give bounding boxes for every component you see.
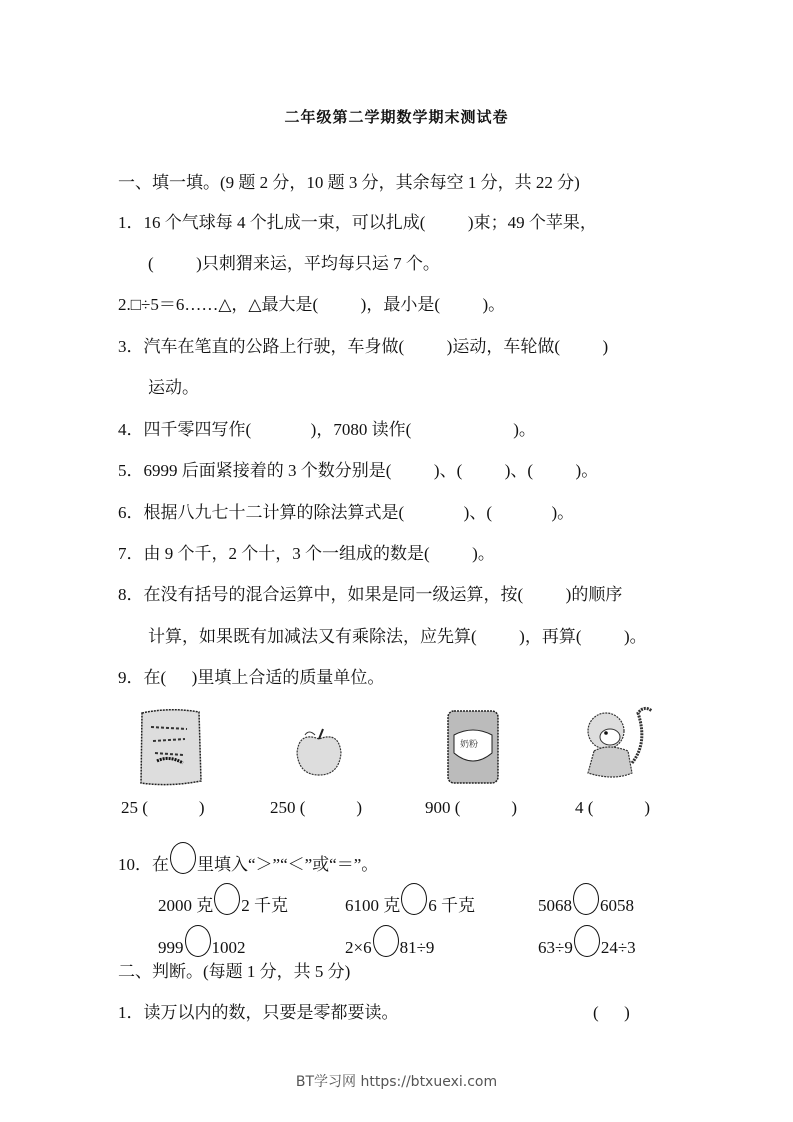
compare-left: 5068 — [538, 896, 572, 915]
q9-label-apple: 250 ( ) — [270, 798, 363, 817]
answer-circle[interactable] — [214, 883, 240, 915]
judge-answer-blank[interactable]: ( ) — [593, 1003, 630, 1022]
question-7: 7．由 9 个千，2 个十，3 个一组成的数是( )。 — [118, 544, 495, 563]
q9-label-monkey: 4 ( ) — [575, 798, 651, 817]
compare-right: 24÷3 — [600, 938, 636, 957]
question-10 — [118, 842, 378, 875]
question-10-prefix: 10．在 — [118, 855, 169, 874]
apple-icon — [293, 727, 345, 779]
monkey-icon — [578, 703, 654, 783]
compare-item — [538, 925, 636, 958]
question-3-line1: 3．汽车在笔直的公路上行驶，车身做( )运动，车轮做( ) — [118, 337, 609, 356]
answer-circle[interactable] — [574, 925, 600, 957]
question-3-line2: 运动。 — [148, 378, 199, 397]
compare-circle-icon — [170, 842, 196, 874]
rice-bag-icon — [137, 707, 203, 787]
watermark-footer: BT学习网 https://btxuexi.com — [295, 1074, 498, 1090]
judge-question-1: 1．读万以内的数，只要是零都要读。 — [118, 1003, 399, 1022]
compare-item — [158, 883, 288, 916]
milk-powder-can-icon — [446, 709, 500, 785]
compare-left: 999 — [158, 938, 184, 957]
question-6: 6．根据八九七十二计算的除法算式是( )、( )。 — [118, 503, 575, 522]
compare-right: 6 千克 — [428, 896, 475, 915]
compare-right: 6058 — [600, 896, 634, 915]
question-2: 2.□÷5＝6……△，△最大是( )，最小是( )。 — [118, 295, 506, 314]
compare-right: 81÷9 — [399, 938, 435, 957]
compare-left: 6100 克 — [345, 896, 401, 915]
question-9: 9．在( )里填上合适的质量单位。 — [118, 668, 385, 687]
compare-item — [158, 925, 246, 958]
section2-heading: 二、判断。(每题 1 分，共 5 分) — [118, 962, 351, 981]
page-title: 二年级第二学期数学期末测试卷 — [284, 108, 509, 126]
question-4: 4．四千零四写作( )，7080 读作( )。 — [118, 420, 536, 439]
compare-item — [345, 925, 434, 958]
answer-circle[interactable] — [373, 925, 399, 957]
question-1-line2: ( )只刺猬来运，平均每只运 7 个。 — [148, 254, 440, 273]
answer-circle[interactable] — [573, 883, 599, 915]
compare-right: 2 千克 — [241, 896, 288, 915]
compare-left: 2000 克 — [158, 896, 214, 915]
question-5: 5．6999 后面紧接着的 3 个数分别是( )、( )、( )。 — [118, 461, 599, 480]
question-8-line2: 计算，如果既有加减法又有乘除法，应先算( )，再算( )。 — [148, 627, 647, 646]
compare-item — [345, 883, 475, 916]
svg-text:奶粉: 奶粉 — [460, 740, 479, 750]
compare-item — [538, 883, 634, 916]
question-8-line1: 8．在没有括号的混合运算中，如果是同一级运算，按( )的顺序 — [118, 585, 623, 604]
compare-right: 1002 — [211, 938, 246, 957]
question-1-line1: 1．16 个气球每 4 个扎成一束，可以扎成( )束；49 个苹果， — [118, 213, 597, 232]
question-10-suffix: 里填入“＞”“＜”或“＝”。 — [197, 855, 379, 874]
compare-left: 63÷9 — [538, 938, 573, 957]
answer-circle[interactable] — [185, 925, 211, 957]
q9-label-milk: 900 ( ) — [425, 798, 518, 817]
compare-left: 2×6 — [345, 938, 372, 957]
q9-label-rice: 25 ( ) — [121, 798, 205, 817]
section1-heading: 一、填一填。(9 题 2 分，10 题 3 分，其余每空 1 分，共 22 分) — [118, 173, 580, 192]
answer-circle[interactable] — [401, 883, 427, 915]
